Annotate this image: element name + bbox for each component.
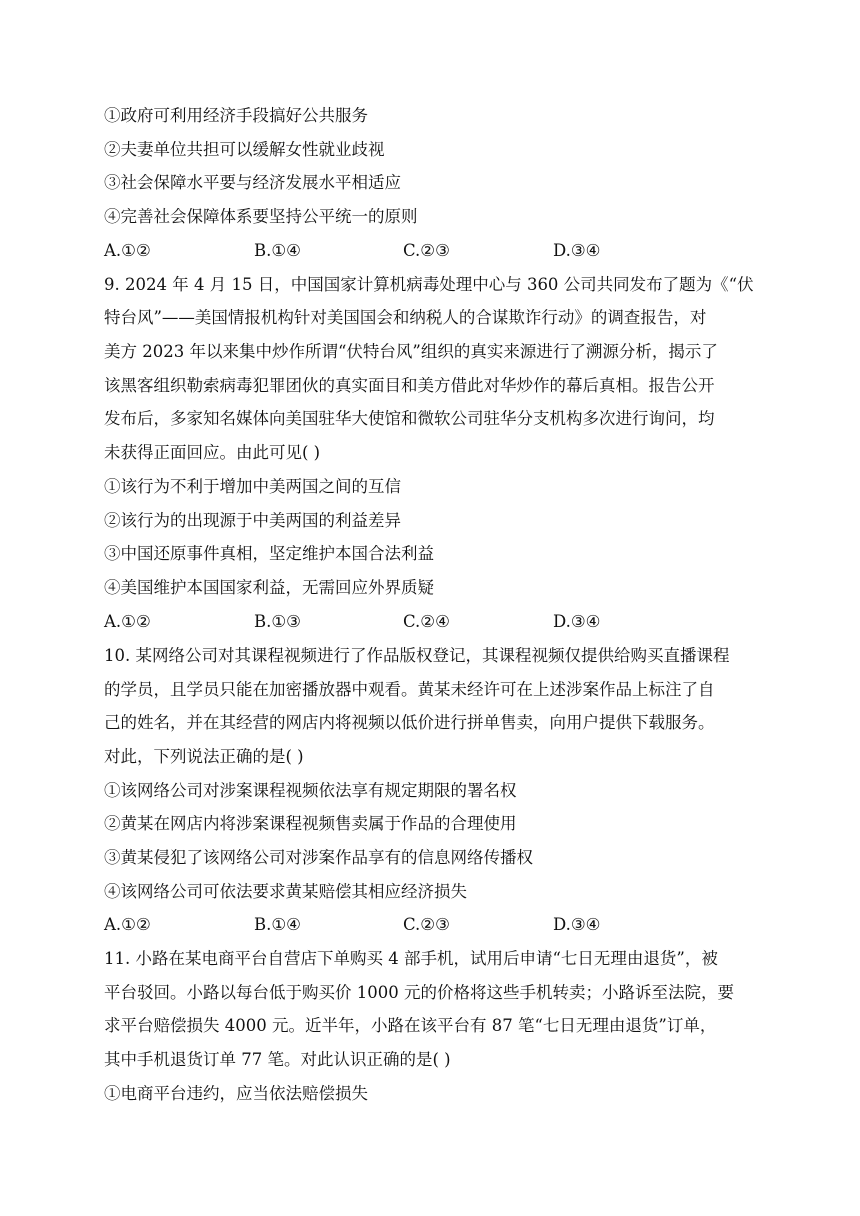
q10-choice-c: C.②③ <box>403 915 450 934</box>
q8-option-4: ④完善社会保障体系要坚持公平统一的原则 <box>104 207 418 226</box>
q10-choice-a: A.①② <box>104 915 151 934</box>
q9-option-2: ②该行为的出现源于中美两国的利益差异 <box>104 511 401 530</box>
q8-choice-a: A.①② <box>104 241 151 260</box>
q10-choice-b: B.①④ <box>254 915 301 934</box>
q8-option-3: ③社会保障水平要与经济发展水平相适应 <box>104 173 401 192</box>
q10-stem-line-3: 己的姓名，并在其经营的网店内将视频以低价进行拼单售卖，向用户提供下载服务。 <box>104 713 715 732</box>
q9-stem-line-3: 美方 2023 年以来集中炒作所谓“伏特台风”组织的真实来源进行了溯源分析，揭示了 <box>104 342 718 361</box>
q8-choice-c: C.②③ <box>403 241 450 260</box>
q10-stem-line-2: 的学员，且学员只能在加密播放器中观看。黄某未经许可在上述涉案作品上标注了自 <box>104 680 715 699</box>
q8-choice-b: B.①④ <box>254 241 301 260</box>
q9-choice-d: D.③④ <box>553 612 601 631</box>
q9-choices <box>104 611 764 633</box>
q8-option-1: ①政府可利用经济手段搞好公共服务 <box>104 106 368 125</box>
q9-stem-line-5: 发布后，多家知名媒体向美国驻华大使馆和微软公司驻华分支机构多次进行询问，均 <box>104 409 715 428</box>
q8-choice-d: D.③④ <box>553 241 601 260</box>
q11-stem-line-4: 其中手机退货订单 77 笔。对此认识正确的是( ) <box>104 1050 451 1069</box>
q9-stem-line-1: 9. 2024 年 4 月 15 日，中国国家计算机病毒处理中心与 360 公司共同发布了题为《“伏 <box>104 275 754 294</box>
q10-option-3: ③黄某侵犯了该网络公司对涉案作品享有的信息网络传播权 <box>104 848 533 867</box>
q10-stem-line-1: 10. 某网络公司对其课程视频进行了作品版权登记，其课程视频仅提供给购买直播课程 <box>104 646 730 665</box>
q11-stem-line-1: 11. 小路在某电商平台自营店下单购买 4 部手机，试用后申请“七日无理由退货”，被 <box>104 949 718 968</box>
q11-stem-line-3: 求平台赔偿损失 4000 元。近半年，小路在该平台有 87 笔“七日无理由退货”订单， <box>104 1016 717 1035</box>
q10-option-4: ④该网络公司可依法要求黄某赔偿其相应经济损失 <box>104 882 467 901</box>
q9-choice-a: A.①② <box>104 612 151 631</box>
q9-stem-line-4: 该黑客组织勒索病毒犯罪团伙的真实面目和美方借此对华炒作的幕后真相。报告公开 <box>104 376 715 395</box>
q10-stem-line-4: 对此，下列说法正确的是( ) <box>104 747 304 766</box>
q9-stem-line-2: 特台风”——美国情报机构针对美国国会和纳税人的合谋欺诈行动》的调查报告，对 <box>104 308 707 327</box>
q9-stem-line-6: 未获得正面回应。由此可见( ) <box>104 443 321 462</box>
q8-option-2: ②夫妻单位共担可以缓解女性就业歧视 <box>104 140 385 159</box>
q10-option-1: ①该网络公司对涉案课程视频依法享有规定期限的署名权 <box>104 781 517 800</box>
q11-stem-line-2: 平台驳回。小路以每台低于购买价 1000 元的价格将这些手机转卖；小路诉至法院，要 <box>104 983 734 1002</box>
q11-option-1: ①电商平台违约，应当依法赔偿损失 <box>104 1084 368 1103</box>
q9-option-1: ①该行为不利于增加中美两国之间的互信 <box>104 477 401 496</box>
q8-choices <box>104 240 764 262</box>
q10-option-2: ②黄某在网店内将涉案课程视频售卖属于作品的合理使用 <box>104 814 517 833</box>
q9-choice-b: B.①③ <box>254 612 301 631</box>
q10-choice-d: D.③④ <box>553 915 601 934</box>
q9-option-4: ④美国维护本国国家利益，无需回应外界质疑 <box>104 578 434 597</box>
q10-choices <box>104 914 764 936</box>
q9-choice-c: C.②④ <box>403 612 450 631</box>
q9-option-3: ③中国还原事件真相，坚定维护本国合法利益 <box>104 544 434 563</box>
